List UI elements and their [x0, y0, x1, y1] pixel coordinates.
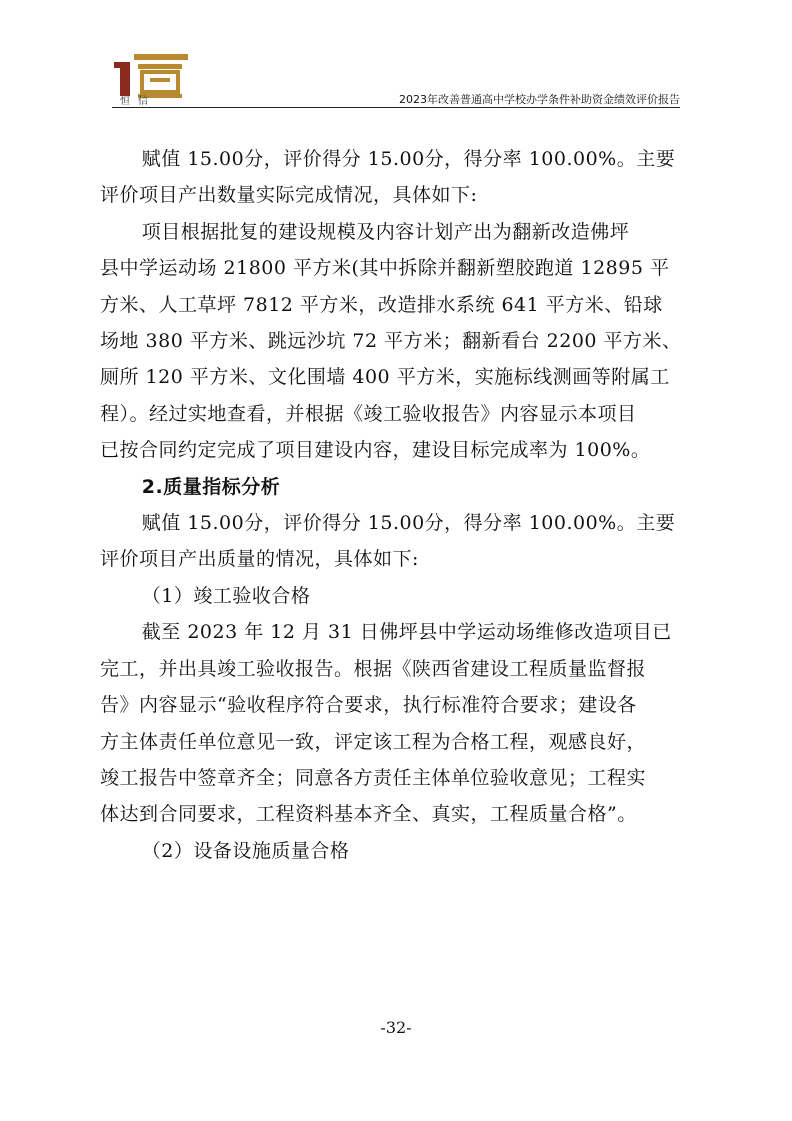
line: 完工，并出具竣工验收报告。根据《陕西省建设工程质量监督报: [100, 657, 647, 680]
line: 体达到合同要求，工程资料基本齐全、真实，工程质量合格”。: [100, 803, 637, 826]
line: 项目根据批复的建设规模及内容计划产出为翻新改造佛坪: [141, 220, 630, 243]
header-title: 2023年改善普通高中学校办学条件补助资金绩效评价报告: [399, 93, 680, 106]
line: 方主体责任单位意见一致，评定该工程为合格工程，观感良好，: [100, 730, 647, 753]
line: 已按合同约定完成了项目建设内容，建设目标完成率为 100%。: [100, 439, 651, 462]
document-body: [100, 141, 700, 869]
subheading-1: [100, 578, 700, 614]
line: 场地 380 平方米、跳远沙坑 72 平方米；翻新看台 2200 平方米、: [100, 330, 682, 353]
section-heading: [100, 469, 700, 505]
line: 截至 2023 年 12 月 31 日佛坪县中学运动场维修改造项目已: [141, 621, 672, 644]
line: 赋值 15.00分，评价得分 15.00分，得分率 100.00%。主要: [141, 148, 676, 170]
logo-text: 恒信: [120, 96, 156, 107]
header-divider: [112, 107, 680, 108]
line: 厕所 120 平方米、文化围墙 400 平方米，实施标线测画等附属工: [100, 366, 670, 389]
line: 程）。经过实地查看，并根据《竣工验收报告》内容显示本项目: [100, 402, 637, 425]
subheading-text: （2）设备设施质量合格: [141, 839, 350, 862]
paragraph-3: [100, 505, 700, 578]
line: 方米、人工草坪 7812 平方米，改造排水系统 641 平方米、铅球: [100, 293, 663, 316]
page-header: [0, 0, 792, 110]
heading-text: 2.质量指标分析: [141, 475, 281, 498]
line: 告》内容显示“验收程序符合要求，执行标准符合要求；建设各: [100, 694, 637, 717]
line: 评价项目产出质量的情况，具体如下:: [100, 548, 419, 571]
line: 竣工报告中签章齐全；同意各方责任主体单位验收意见；工程实: [100, 766, 647, 789]
paragraph-4: [100, 614, 700, 832]
page-number: -32-: [380, 1018, 412, 1037]
line: 赋值 15.00分，评价得分 15.00分，得分率 100.00%。主要: [141, 512, 676, 535]
subheading-2: [100, 833, 700, 869]
line: 县中学运动场 21800 平方米(其中拆除并翻新塑胶跑道 12895 平: [100, 257, 670, 280]
paragraph-1: [100, 141, 700, 214]
subheading-text: （1）竣工验收合格: [141, 584, 311, 607]
line: 评价项目产出数量实际完成情况，具体如下:: [100, 184, 478, 207]
paragraph-2: [100, 214, 700, 469]
